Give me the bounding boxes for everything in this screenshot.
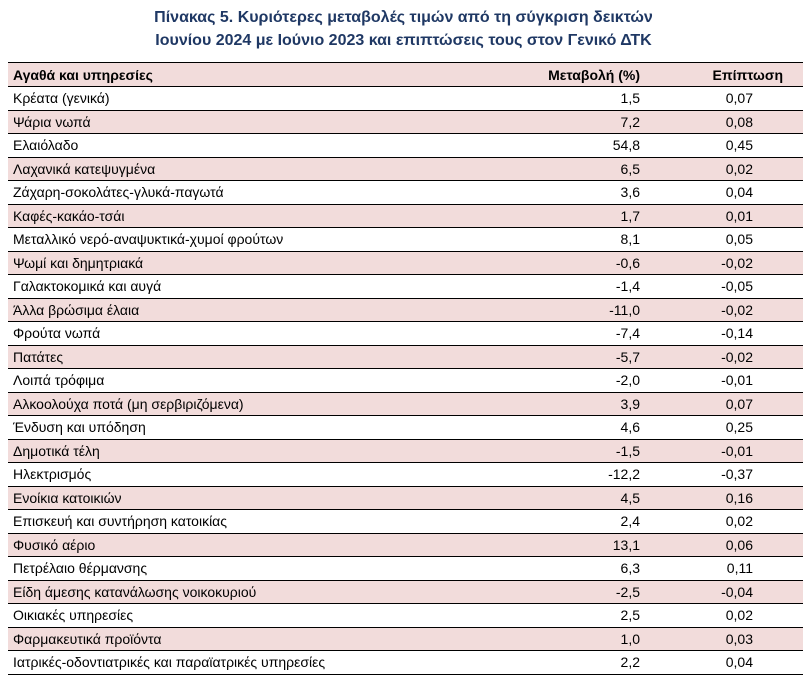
row-item: Πετρέλαιο θέρμανσης [13, 560, 148, 577]
row-change: -2,0 [615, 372, 640, 389]
row-impact: -0,01 [721, 372, 753, 389]
row-change: 2,5 [620, 607, 640, 624]
table-row [8, 581, 803, 605]
row-impact: 0,05 [725, 231, 753, 248]
table-row [8, 346, 803, 370]
row-item: Πατάτες [13, 348, 64, 365]
row-change: 1,0 [620, 630, 640, 647]
table-row [8, 181, 803, 205]
row-item: Καφές-κακάο-τσάι [13, 207, 125, 224]
row-impact: -0,01 [721, 442, 753, 459]
table-row [8, 158, 803, 182]
row-impact: -0,05 [721, 278, 753, 295]
row-item: Ζάχαρη-σοκολάτες-γλυκά-παγωτά [13, 184, 224, 201]
row-item: Είδη άμεσης κατανάλωσης νοικοκυριού [13, 583, 257, 600]
row-item: Λαχανικά κατεψυγμένα [13, 160, 156, 177]
row-change: -5,7 [615, 348, 640, 365]
table-title [0, 6, 807, 52]
row-item: Ενοίκια κατοικιών [13, 489, 122, 506]
table-row [8, 557, 803, 581]
row-impact: 0,07 [725, 395, 753, 412]
row-impact: -0,04 [721, 583, 753, 600]
row-item: Κρέατα (γενικά) [13, 90, 110, 107]
table-row [8, 228, 803, 252]
table-row [8, 111, 803, 135]
header-change: Μεταβολή (%) [548, 66, 640, 83]
row-item: Φαρμακευτικά προϊόντα [13, 630, 162, 647]
row-item: Λοιπά τρόφιμα [13, 372, 105, 389]
table-row [8, 252, 803, 276]
table-header-row [8, 63, 803, 87]
table-row [8, 205, 803, 229]
table-row [8, 510, 803, 534]
price-changes-table [8, 62, 803, 675]
row-change: 4,5 [620, 489, 640, 506]
table-title-line-2: Ιουνίου 2024 με Ιούνιο 2023 και επιπτώσεις τους στον Γενικό ΔΤΚ [155, 32, 652, 49]
row-impact: -0,37 [721, 466, 753, 483]
row-item: Φυσικό αέριο [13, 536, 96, 553]
row-change: -7,4 [615, 325, 640, 342]
header-item: Αγαθά και υπηρεσίες [13, 66, 153, 83]
table-row [8, 416, 803, 440]
row-change: -2,5 [615, 583, 640, 600]
row-change: 3,9 [620, 395, 640, 412]
table-row [8, 393, 803, 417]
row-item: Ηλεκτρισμός [13, 466, 92, 483]
row-item: Ψωμί και δημητριακά [13, 254, 144, 271]
row-change: 4,6 [620, 419, 640, 436]
table-title-line-1: Πίνακας 5. Κυριότερες μεταβολές τιμών από τη σύγκριση δεικτών [154, 9, 653, 26]
row-change: 2,2 [620, 654, 640, 671]
row-item: Άλλα βρώσιμα έλαια [13, 301, 140, 318]
table-row [8, 604, 803, 628]
row-change: -1,5 [615, 442, 640, 459]
row-item: Ψάρια νωπά [13, 113, 91, 130]
row-item: Οικιακές υπηρεσίες [13, 607, 134, 624]
row-impact: 0,45 [725, 137, 753, 154]
row-item: Δημοτικά τέλη [13, 442, 100, 459]
row-impact: 0,25 [725, 419, 753, 436]
row-impact: 0,16 [725, 489, 753, 506]
table-row [8, 369, 803, 393]
row-change: 13,1 [612, 536, 640, 553]
row-change: -0,6 [615, 254, 640, 271]
row-impact: 0,04 [725, 654, 753, 671]
row-item: Αλκοολούχα ποτά (μη σερβιριζόμενα) [13, 395, 244, 412]
row-change: 54,8 [612, 137, 640, 154]
row-impact: 0,02 [725, 607, 753, 624]
row-item: Μεταλλικό νερό-αναψυκτικά-χυμοί φρούτων [13, 231, 284, 248]
row-impact: 0,02 [725, 160, 753, 177]
row-item: Επισκευή και συντήρηση κατοικίας [13, 513, 228, 530]
table-row [8, 463, 803, 487]
table-row [8, 628, 803, 652]
table-row [8, 440, 803, 464]
table-row [8, 534, 803, 558]
row-change: 3,6 [620, 184, 640, 201]
row-item: Φρούτα νωπά [13, 325, 101, 342]
row-impact: 0,03 [725, 630, 753, 647]
row-change: 8,1 [620, 231, 640, 248]
table-row [8, 275, 803, 299]
row-change: 1,7 [620, 207, 640, 224]
table-body [8, 87, 803, 675]
row-change: -11,0 [609, 301, 640, 318]
row-impact: 0,07 [725, 90, 753, 107]
row-impact: 0,08 [725, 113, 753, 130]
table-row [8, 134, 803, 158]
header-impact: Επίπτωση [712, 66, 783, 83]
row-change: -12,2 [608, 466, 640, 483]
row-impact: 0,02 [725, 513, 753, 530]
row-change: 6,5 [620, 160, 640, 177]
row-item: Ένδυση και υπόδηση [13, 419, 146, 436]
row-item: Ελαιόλαδο [13, 137, 79, 154]
table-row [8, 487, 803, 511]
row-impact: 0,04 [725, 184, 753, 201]
row-impact: -0,14 [721, 325, 753, 342]
row-change: -1,4 [615, 278, 640, 295]
row-impact: 0,11 [726, 560, 753, 577]
table-row [8, 651, 803, 675]
table-row [8, 299, 803, 323]
row-change: 1,5 [620, 90, 640, 107]
row-impact: 0,01 [725, 207, 753, 224]
row-impact: -0,02 [721, 348, 753, 365]
row-change: 6,3 [620, 560, 640, 577]
table-row [8, 322, 803, 346]
row-impact: -0,02 [721, 301, 753, 318]
table-row [8, 87, 803, 111]
row-item: Ιατρικές-οδοντιατρικές και παραϊατρικές υπηρεσίες [13, 654, 326, 671]
row-impact: -0,02 [721, 254, 753, 271]
row-change: 7,2 [620, 113, 640, 130]
row-item: Γαλακτοκομικά και αυγά [13, 278, 162, 295]
row-impact: 0,06 [725, 536, 753, 553]
row-change: 2,4 [620, 513, 640, 530]
